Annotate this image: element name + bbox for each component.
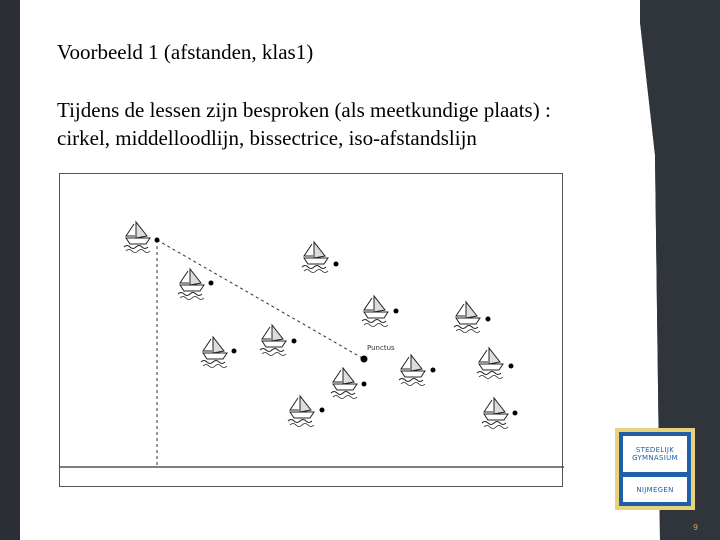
school-logo — [615, 428, 695, 510]
boat-7 — [201, 337, 237, 368]
body-line-1: Tijdens de lessen zijn besproken (als meetkundige plaats) : — [57, 98, 551, 122]
boat-2 — [302, 242, 339, 273]
boats-diagram — [60, 174, 564, 488]
slide-body — [57, 96, 657, 152]
slide-title: Voorbeeld 1 (afstanden, klas1) — [57, 40, 314, 64]
boats-figure — [59, 173, 563, 487]
boat-3 — [178, 269, 214, 300]
boat-4 — [362, 296, 399, 327]
logo-line-3: NIJMEGEN — [636, 485, 674, 494]
page-number: 9 — [693, 523, 699, 532]
logo-line-2: GYMNASIUM — [632, 454, 678, 462]
punctus-label: Punctus — [367, 344, 395, 352]
punctus-point — [361, 356, 368, 363]
boat-5 — [454, 302, 491, 333]
boat-10 — [331, 368, 367, 399]
boat-11 — [288, 396, 325, 427]
logo-line-1: STEDELIJK — [635, 446, 675, 454]
boat-8 — [477, 348, 514, 379]
boat-9 — [399, 355, 436, 386]
boat-12 — [482, 398, 518, 429]
boat-6 — [260, 325, 297, 356]
body-line-2: cirkel, middelloodlijn, bissectrice, iso-afstandslijn — [57, 126, 477, 150]
boat-1 — [124, 222, 160, 253]
